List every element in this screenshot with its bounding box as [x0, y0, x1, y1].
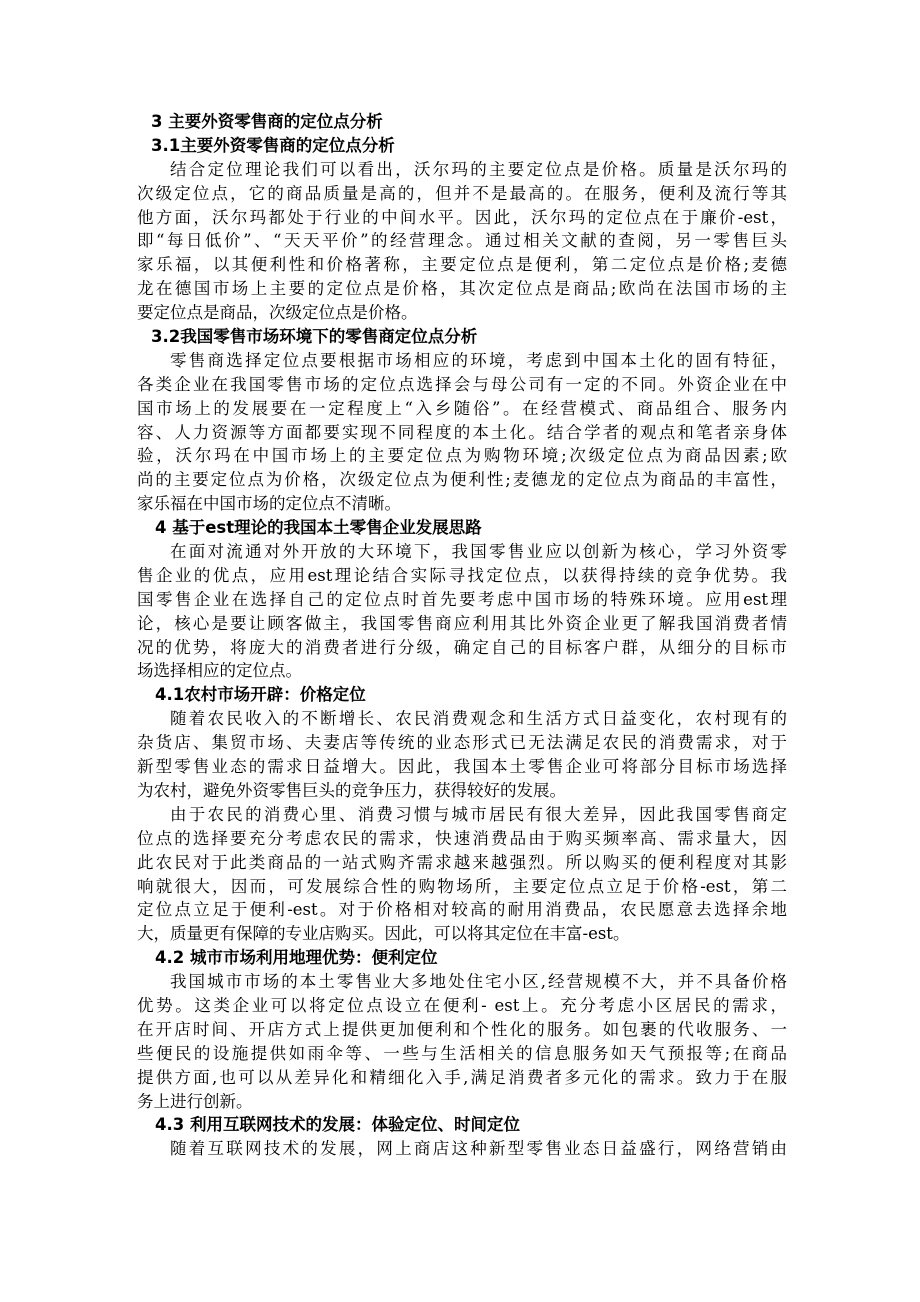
heading-4-3: 4.3 利用互联网技术的发展：体验定位、时间定位 [155, 1115, 520, 1135]
paragraph-line: 次级定位点，它的商品质量是高的，但并不是最高的。在服务，便利及流行等其 [137, 183, 787, 203]
paragraph-line: 验，沃尔玛在中国市场上的主要定位点为购物环境;次级定位点为商品因素;欧 [137, 446, 787, 466]
paragraph-line: 杂货店、集贸市场、夫妻店等传统的业态形式已无法满足农民的消费需求，对于 [137, 733, 787, 753]
paragraph-line: 提供方面,也可以从差异化和精细化入手,满足消费者多元化的需求。致力于在服 [137, 1067, 787, 1087]
paragraph-line: 况的优势，将庞大的消费者进行分级，确定自己的目标客户群，从细分的目标市 [137, 637, 787, 657]
paragraph-line: 场选择相应的定位点。 [137, 661, 302, 681]
heading-3-2: 3.2我国零售市场环境下的零售商定位点分析 [151, 327, 478, 347]
document-page [137, 110, 787, 1161]
paragraph-line: 我国城市市场的本土零售业大多地处住宅小区,经营规模不大，并不具备价格 [170, 972, 787, 992]
paragraph-4-1-b [137, 803, 787, 946]
paragraph-line: 国市场上的发展要在一定程度上“入乡随俗”。在经营模式、商品组合、服务内 [137, 398, 787, 418]
paragraph-line: 位点的选择要充分考虑农民的需求，快速消费品由于购买频率高、需求量大，因 [137, 828, 787, 848]
paragraph-line: 容、人力资源等方面都要实现不同程度的本土化。结合学者的观点和笔者亲身体 [137, 422, 787, 442]
heading-3-1: 3.1主要外资零售商的定位点分析 [151, 135, 395, 155]
paragraph-line: 务上进行创新。 [137, 1091, 253, 1111]
paragraph-line: 龙在德国市场上主要的定位点是价格，其次定位点是商品;欧尚在法国市场的主 [137, 279, 787, 299]
paragraph-line: 些便民的设施提供如雨伞等、一些与生活相关的信息服务如天气预报等;在商品 [137, 1043, 787, 1063]
paragraph-line: 优势。这类企业可以将定位点设立在便利- est上。充分考虑小区居民的需求， [137, 995, 787, 1015]
paragraph-line: 大，质量更有保障的专业店购买。因此，可以将其定位在丰富-est。 [137, 924, 630, 944]
paragraph-line: 家乐福，以其便利性和价格著称，主要定位点是便利，第二定位点是价格;麦德 [137, 255, 787, 275]
paragraph-3-2 [137, 349, 787, 516]
paragraph-line: 家乐福在中国市场的定位点不清晰。 [137, 494, 401, 514]
paragraph-4-3 [137, 1137, 787, 1161]
paragraph-line: 新型零售业态的需求日益增大。因此，我国本土零售企业可将部分目标市场选择 [137, 757, 787, 777]
heading-4: 4 基于est理论的我国本土零售企业发展思路 [155, 518, 482, 538]
paragraph-line: 要定位点是商品，次级定位点是价格。 [137, 303, 418, 323]
paragraph-4 [137, 540, 787, 683]
paragraph-line: 各类企业在我国零售市场的定位点选择会与母公司有一定的不同。外资企业在中 [137, 374, 787, 394]
paragraph-3-1 [137, 158, 787, 325]
paragraph-line: 即“每日低价”、“天天平价”的经营理念。通过相关文献的查阅，另一零售巨头 [137, 231, 787, 251]
paragraph-line: 响就很大，因而，可发展综合性的购物场所，主要定位点立足于价格-est，第二 [137, 876, 787, 896]
paragraph-line: 尚的主要定位点为价格，次级定位点为便利性;麦德龙的定位点为商品的丰富性， [137, 470, 787, 490]
paragraph-line: 由于农民的消费心里、消费习惯与城市居民有很大差异，因此我国零售商定 [170, 804, 787, 824]
paragraph-4-2 [137, 970, 787, 1113]
paragraph-line: 零售商选择定位点要根据市场相应的环境，考虑到中国本土化的固有特征， [170, 350, 787, 370]
heading-4-1: 4.1农村市场开辟：价格定位 [155, 685, 366, 705]
heading-3: 3 主要外资零售商的定位点分析 [151, 112, 383, 131]
paragraph-4-1-a [137, 707, 787, 803]
paragraph-line: 随着农民收入的不断增长、农民消费观念和生活方式日益变化，农村现有的 [170, 709, 787, 729]
paragraph-line: 在开店时间、开店方式上提供更加便利和个性化的服务。如包裹的代收服务、一 [137, 1019, 787, 1039]
paragraph-line: 他方面，沃尔玛都处于行业的中间水平。因此，沃尔玛的定位点在于廉价-est， [137, 207, 787, 227]
paragraph-line: 定位点立足于便利-est。对于价格相对较高的耐用消费品，农民愿意去选择余地 [137, 900, 787, 920]
paragraph-line: 为农村，避免外资零售巨头的竞争压力，获得较好的发展。 [137, 780, 566, 800]
heading-4-2: 4.2 城市市场利用地理优势：便利定位 [155, 948, 438, 968]
paragraph-line: 结合定位理论我们可以看出，沃尔玛的主要定位点是价格。质量是沃尔玛的 [170, 159, 787, 179]
paragraph-line: 随着互联网技术的发展，网上商店这种新型零售业态日益盛行，网络营销由 [170, 1139, 787, 1159]
paragraph-line: 在面对流通对外开放的大环境下，我国零售业应以创新为核心，学习外资零 [170, 542, 787, 562]
paragraph-line: 论，核心是要让顾客做主，我国零售商应利用其比外资企业更了解我国消费者情 [137, 613, 787, 633]
paragraph-line: 国零售企业在选择自己的定位点时首先要考虑中国市场的特殊环境。应用est理 [137, 589, 787, 609]
paragraph-line: 此农民对于此类商品的一站式购齐需求越来越强烈。所以购买的便利程度对其影 [137, 852, 787, 872]
paragraph-line: 售企业的优点，应用est理论结合实际寻找定位点，以获得持续的竞争优势。我 [137, 565, 787, 585]
